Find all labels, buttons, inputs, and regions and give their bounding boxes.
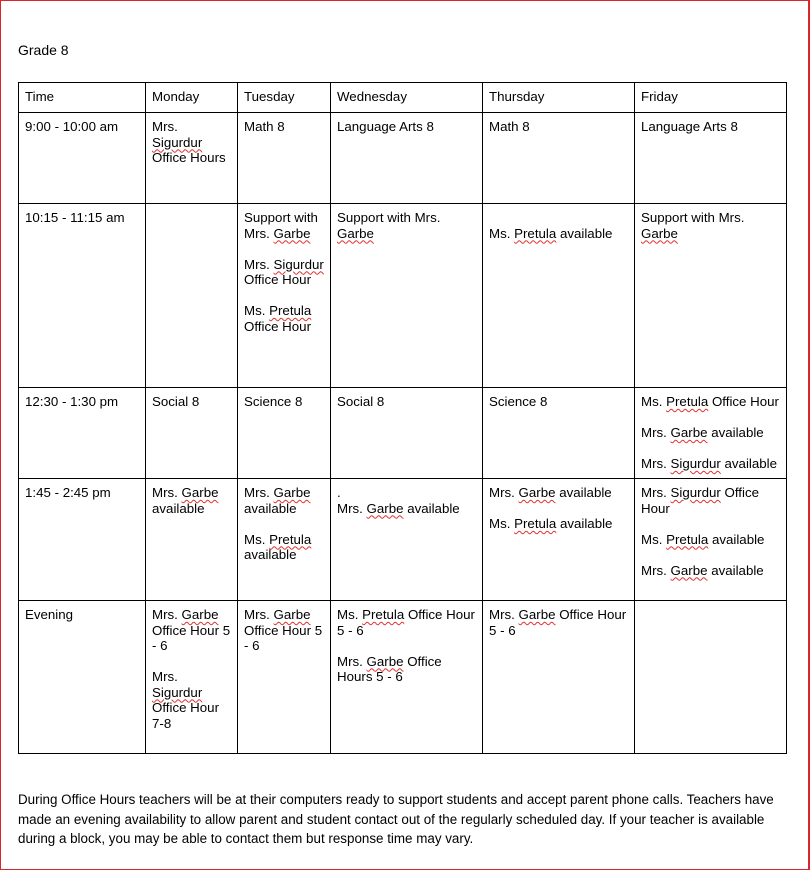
- cell-entry: Support with Mrs. Garbe: [641, 210, 745, 241]
- cell-entry: Mrs. Sigurdur Office Hour 7-8: [152, 669, 220, 731]
- schedule-row: [19, 388, 787, 479]
- spellcheck-flag: Pretula: [514, 225, 557, 241]
- spellcheck-flag: Pretula: [269, 531, 312, 547]
- schedule-cell-friday: [635, 601, 787, 754]
- spellcheck-flag: Pretula: [269, 303, 312, 318]
- cell-entry: Mrs. Garbe available: [244, 485, 311, 516]
- spellcheck-flag: Garbe: [366, 500, 404, 516]
- spellcheck-flag: Garbe: [337, 225, 374, 241]
- header-time: Time: [19, 83, 146, 113]
- spellcheck-flag: Garbe: [518, 607, 556, 622]
- cell-entry: Language Arts 8: [641, 119, 738, 134]
- schedule-cell-wednesday: [331, 601, 483, 754]
- cell-entry: Mrs. Garbe available: [641, 425, 764, 440]
- spellcheck-flag: Sigurdur: [273, 256, 324, 272]
- schedule-cell-friday: [635, 113, 787, 204]
- spellcheck-flag: Pretula: [362, 607, 405, 622]
- cell-entry: Ms. Pretula available: [489, 225, 613, 241]
- schedule-cell-tuesday: [238, 113, 331, 204]
- cell-entry: Mrs. Garbe available: [641, 562, 764, 578]
- header-friday: Friday: [635, 83, 787, 113]
- spellcheck-flag: Sigurdur: [670, 456, 721, 471]
- schedule-cell-friday: [635, 388, 787, 479]
- cell-entry: Science 8: [489, 394, 548, 409]
- spellcheck-flag: Garbe: [273, 485, 311, 500]
- schedule-cell-monday: [146, 601, 238, 754]
- schedule-cell-monday: [146, 204, 238, 388]
- spellcheck-flag: Garbe: [181, 485, 219, 500]
- spellcheck-flag: Pretula: [666, 394, 709, 409]
- spellcheck-flag: Garbe: [670, 425, 708, 440]
- cell-entry: Support with Mrs. Garbe: [337, 210, 441, 241]
- spellcheck-flag: Garbe: [273, 607, 311, 622]
- cell-entry: Mrs. Garbe available: [337, 500, 460, 516]
- schedule-cell-friday: [635, 479, 787, 601]
- spellcheck-flag: Garbe: [518, 485, 556, 500]
- schedule-cell-monday: [146, 113, 238, 204]
- cell-entry: Language Arts 8: [337, 119, 434, 134]
- cell-entry: Ms. Pretula available: [489, 516, 613, 531]
- cell-entry: Mrs. Sigurdur available: [641, 456, 777, 471]
- cell-entry: Math 8: [244, 119, 285, 134]
- cell-entry: Mrs. Garbe available: [152, 485, 219, 516]
- cell-entry: Ms. Pretula available: [244, 531, 312, 562]
- cell-entry: Ms. Pretula Office Hour: [244, 303, 312, 334]
- schedule-cell-thursday: [483, 388, 635, 479]
- office-hours-note: During Office Hours teachers will be at their computers ready to support students and accept parent phone calls. Teachers have made an evening availability to allow parent and student contact out of the regularly scheduled day. If your teacher is available during a block, you may be able to contact them but response time may vary.: [18, 792, 774, 846]
- time-slot: 9:00 - 10:00 am: [19, 113, 146, 204]
- cell-entry: Mrs. Sigurdur Office Hour: [641, 485, 759, 516]
- cell-entry: Social 8: [152, 394, 200, 409]
- cell-entry: Ms. Pretula Office Hour: [641, 394, 779, 409]
- time-slot: 10:15 - 11:15 am: [19, 204, 146, 388]
- schedule-cell-wednesday: [331, 479, 483, 601]
- cell-entry: Support with Mrs. Garbe: [244, 210, 318, 241]
- spellcheck-flag: Garbe: [181, 607, 219, 622]
- cell-entry: Social 8: [337, 394, 385, 409]
- spellcheck-flag: Garbe: [670, 562, 708, 578]
- schedule-cell-tuesday: [238, 388, 331, 479]
- schedule-cell-wednesday: [331, 388, 483, 479]
- spellcheck-flag: Sigurdur: [152, 134, 203, 150]
- schedule-cell-tuesday: [238, 204, 331, 388]
- schedule-row: [19, 113, 787, 204]
- time-slot: Evening: [19, 601, 146, 754]
- spellcheck-flag: Garbe: [273, 225, 311, 241]
- schedule-cell-thursday: [483, 479, 635, 601]
- cell-entry: Mrs. Garbe Office Hour 5 - 6: [152, 607, 231, 653]
- header-monday: Monday: [146, 83, 238, 113]
- cell-entry: Ms. Pretula Office Hour 5 - 6: [337, 607, 475, 638]
- cell-entry: Mrs. Sigurdur Office Hours: [152, 119, 226, 165]
- header-row: [19, 83, 787, 113]
- spellcheck-flag: Sigurdur: [670, 485, 721, 500]
- cell-entry: Ms. Pretula available: [641, 531, 765, 547]
- schedule-cell-tuesday: [238, 479, 331, 601]
- spellcheck-flag: Garbe: [641, 225, 678, 241]
- cell-entry: Mrs. Garbe available: [489, 485, 612, 500]
- header-thursday: Thursday: [483, 83, 635, 113]
- spellcheck-flag: Sigurdur: [152, 684, 203, 700]
- blank-line: [489, 210, 628, 226]
- cell-entry: Math 8: [489, 119, 530, 134]
- time-slot: 12:30 - 1:30 pm: [19, 388, 146, 479]
- document-title: Grade 8: [18, 42, 69, 58]
- schedule-cell-friday: [635, 204, 787, 388]
- spellcheck-flag: Pretula: [666, 531, 709, 547]
- schedule-cell-thursday: [483, 204, 635, 388]
- schedule-row: [19, 479, 787, 601]
- spellcheck-flag: Pretula: [514, 516, 557, 531]
- cell-entry: Mrs. Garbe Office Hour 5 - 6: [489, 607, 627, 638]
- schedule-cell-tuesday: [238, 601, 331, 754]
- spellcheck-flag: Garbe: [366, 653, 404, 669]
- cell-entry: Mrs. Garbe Office Hours 5 - 6: [337, 653, 442, 684]
- cell-entry: .: [337, 485, 341, 500]
- schedule-cell-wednesday: [331, 113, 483, 204]
- time-slot: 1:45 - 2:45 pm: [19, 479, 146, 601]
- schedule-cell-monday: [146, 479, 238, 601]
- header-tuesday: Tuesday: [238, 83, 331, 113]
- schedule-row: [19, 204, 787, 388]
- header-wednesday: Wednesday: [331, 83, 483, 113]
- cell-entry: Science 8: [244, 394, 303, 409]
- cell-entry: Mrs. Sigurdur Office Hour: [244, 256, 324, 287]
- schedule-cell-monday: [146, 388, 238, 479]
- schedule-table: [18, 82, 787, 754]
- cell-entry: Mrs. Garbe Office Hour 5 - 6: [244, 607, 323, 653]
- schedule-cell-thursday: [483, 601, 635, 754]
- schedule-row: [19, 601, 787, 754]
- schedule-cell-thursday: [483, 113, 635, 204]
- schedule-cell-wednesday: [331, 204, 483, 388]
